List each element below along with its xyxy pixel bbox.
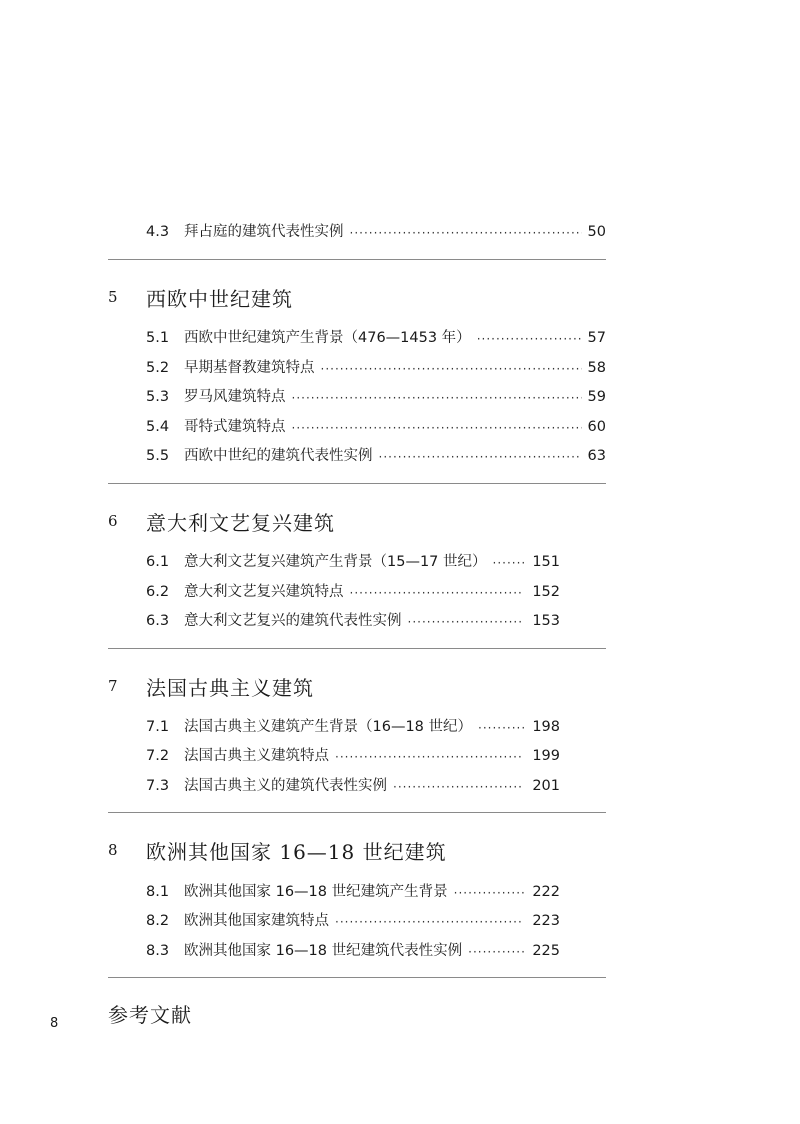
entry-page: 63	[587, 448, 606, 464]
entry-title: 意大利文艺复兴建筑特点	[184, 584, 344, 600]
toc-entry-5-3[interactable]	[146, 386, 606, 408]
toc-entry-7-1[interactable]	[146, 716, 560, 738]
entry-number: 7.1	[146, 719, 170, 735]
entry-number: 5.2	[146, 360, 170, 376]
entry-page: 57	[587, 330, 606, 346]
entry-page: 152	[532, 584, 560, 600]
entry-page: 201	[532, 778, 560, 794]
dot-leader	[493, 550, 524, 574]
entry-page: 151	[532, 554, 560, 570]
toc-entry-6-2[interactable]	[146, 581, 560, 603]
entry-number: 7.3	[146, 778, 170, 794]
entry-number: 8.1	[146, 884, 170, 900]
dot-leader	[350, 220, 582, 244]
entry-page: 223	[532, 913, 560, 929]
toc-entry-8-2[interactable]	[146, 910, 560, 932]
dot-leader	[477, 326, 582, 350]
toc-entry-7-3[interactable]	[146, 775, 560, 797]
entry-page: 58	[587, 360, 606, 376]
dot-leader	[335, 744, 524, 768]
entry-page: 222	[532, 884, 560, 900]
entry-number: 6.2	[146, 584, 170, 600]
chapter-title: 欧洲其他国家 16—18 世纪建筑	[146, 839, 447, 864]
entry-number: 5.5	[146, 448, 170, 464]
dot-leader	[454, 880, 524, 904]
entry-page: 153	[532, 613, 560, 629]
toc-entry-8-1[interactable]	[146, 881, 560, 903]
section-divider	[108, 259, 606, 260]
entry-number: 5.1	[146, 330, 170, 346]
entry-title: 西欧中世纪建筑产生背景（476—1453 年）	[184, 330, 471, 346]
references-title: 参考文献	[108, 1002, 192, 1027]
entry-title: 早期基督教建筑特点	[184, 360, 315, 376]
entry-number: 8.3	[146, 943, 170, 959]
chapter-number: 5	[108, 288, 118, 306]
entry-number: 5.4	[146, 419, 170, 435]
chapter-heading-6[interactable]	[108, 506, 335, 536]
toc-entry-5-2[interactable]	[146, 357, 606, 379]
entry-title: 意大利文艺复兴建筑产生背景（15—17 世纪）	[184, 554, 487, 570]
toc-entry-4-3[interactable]	[146, 221, 606, 243]
dot-leader	[335, 909, 524, 933]
entry-page: 60	[587, 419, 606, 435]
page-number: 8	[50, 1016, 59, 1031]
entry-title: 拜占庭的建筑代表性实例	[184, 224, 344, 240]
entry-title: 西欧中世纪的建筑代表性实例	[184, 448, 373, 464]
dot-leader	[393, 774, 524, 798]
chapter-number: 8	[108, 841, 118, 859]
entry-number: 7.2	[146, 748, 170, 764]
references-heading[interactable]	[108, 998, 192, 1028]
entry-title: 欧洲其他国家 16—18 世纪建筑代表性实例	[184, 943, 463, 959]
entry-title: 法国古典主义建筑特点	[184, 748, 329, 764]
dot-leader	[408, 609, 525, 633]
entry-page: 225	[532, 943, 560, 959]
entry-number: 6.3	[146, 613, 170, 629]
chapter-heading-5[interactable]	[108, 282, 293, 312]
section-divider	[108, 977, 606, 978]
toc-entry-7-2[interactable]	[146, 745, 560, 767]
toc-entry-6-1[interactable]	[146, 551, 560, 573]
entry-title: 意大利文艺复兴的建筑代表性实例	[184, 613, 402, 629]
toc-entry-6-3[interactable]	[146, 610, 560, 632]
dot-leader	[321, 356, 582, 380]
chapter-title: 意大利文艺复兴建筑	[146, 510, 335, 535]
chapter-title: 西欧中世纪建筑	[146, 286, 293, 311]
section-divider	[108, 812, 606, 813]
toc-entry-8-3[interactable]	[146, 940, 560, 962]
section-divider	[108, 648, 606, 649]
dot-leader	[478, 715, 524, 739]
entry-title: 罗马风建筑特点	[184, 389, 286, 405]
entry-page: 59	[587, 389, 606, 405]
dot-leader	[468, 939, 524, 963]
chapter-number: 7	[108, 677, 118, 695]
entry-title: 哥特式建筑特点	[184, 419, 286, 435]
entry-title: 欧洲其他国家建筑特点	[184, 913, 329, 929]
dot-leader	[292, 415, 582, 439]
entry-page: 50	[587, 224, 606, 240]
toc-entry-5-5[interactable]	[146, 445, 606, 467]
entry-title: 欧洲其他国家 16—18 世纪建筑产生背景	[184, 884, 448, 900]
chapter-heading-7[interactable]	[108, 671, 314, 701]
entry-title: 法国古典主义建筑产生背景（16—18 世纪）	[184, 719, 473, 735]
dot-leader	[292, 385, 582, 409]
entry-page: 199	[532, 748, 560, 764]
chapter-number: 6	[108, 512, 118, 530]
toc-entry-5-4[interactable]	[146, 416, 606, 438]
section-divider	[108, 483, 606, 484]
toc-entry-5-1[interactable]	[146, 327, 606, 349]
chapter-title: 法国古典主义建筑	[146, 675, 314, 700]
entry-page: 198	[532, 719, 560, 735]
entry-number: 4.3	[146, 224, 170, 240]
dot-leader	[379, 444, 582, 468]
dot-leader	[350, 580, 525, 604]
entry-number: 5.3	[146, 389, 170, 405]
chapter-heading-8[interactable]	[108, 835, 447, 865]
entry-number: 6.1	[146, 554, 170, 570]
entry-title: 法国古典主义的建筑代表性实例	[184, 778, 387, 794]
entry-number: 8.2	[146, 913, 170, 929]
